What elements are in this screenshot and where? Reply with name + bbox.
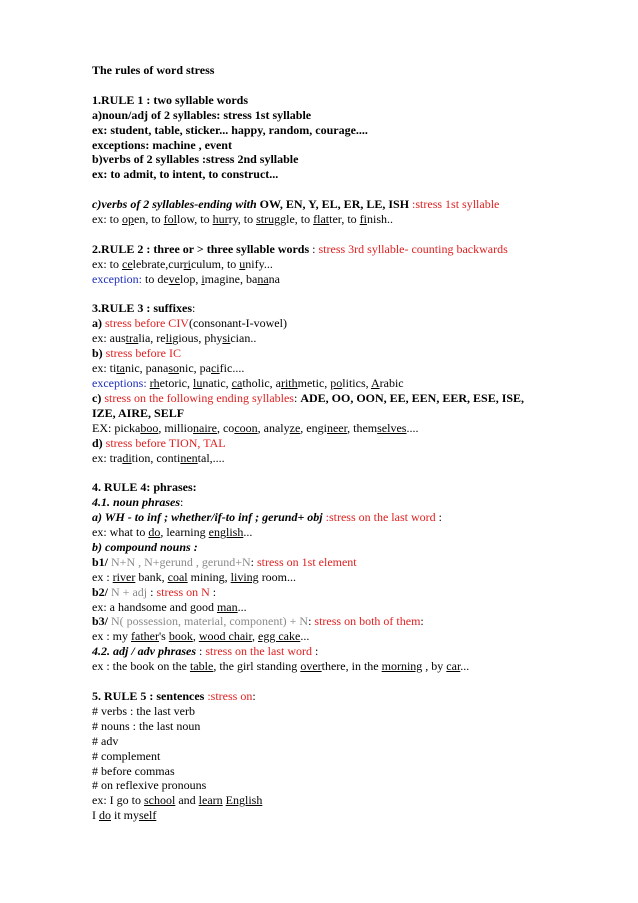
text-line	[92, 421, 612, 436]
text-segment: b)verbs of 2 syllables :stress 2nd syllable	[92, 152, 299, 167]
stressed-syllable: na	[257, 271, 269, 286]
text-segment: , learning	[160, 525, 209, 540]
text-line	[92, 764, 612, 779]
text-line	[92, 659, 612, 674]
text-segment: 4. RULE 4: phrases:	[92, 480, 197, 495]
text-segment: , millio	[158, 420, 193, 435]
text-segment: (consonant-I-vowel)	[188, 316, 287, 331]
blank-line	[92, 465, 612, 480]
text-line	[92, 242, 612, 257]
blank-line	[92, 182, 612, 197]
stressed-syllable: rith	[280, 375, 298, 390]
text-segment: ...	[460, 659, 470, 674]
text-segment: , engi	[300, 420, 327, 435]
stressed-syllable: po	[330, 375, 343, 390]
stressed-syllable: table	[189, 659, 214, 674]
text-segment: :	[435, 510, 442, 525]
text-segment: :stress on	[204, 688, 253, 703]
text-segment: litics,	[342, 375, 371, 390]
text-line	[92, 152, 612, 167]
stressed-syllable: fol	[163, 212, 178, 227]
text-segment: gious, phy	[172, 331, 223, 346]
text-segment: nic, pana	[125, 361, 169, 376]
text-segment: d)	[92, 435, 103, 450]
text-segment: cian..	[230, 331, 257, 346]
text-segment: :	[293, 390, 301, 405]
text-segment: a) WH - to inf ; whether/if-to inf ; gerund+ obj	[92, 510, 323, 525]
text-segment: # adv	[92, 733, 119, 748]
text-segment: etoric,	[159, 375, 193, 390]
text-line	[92, 480, 612, 495]
text-segment: , co	[216, 420, 235, 435]
text-line	[92, 719, 612, 734]
text-segment: I	[92, 808, 99, 823]
text-line	[92, 212, 612, 227]
text-segment: b2/	[92, 584, 109, 599]
text-segment: :	[209, 584, 217, 599]
stressed-syllable: u	[239, 256, 246, 271]
text-segment: # nouns : the last noun	[92, 718, 201, 733]
text-segment: fic....	[219, 361, 245, 376]
text-segment: :	[252, 688, 256, 703]
text-segment: ex: a handsome and good	[92, 599, 217, 614]
text-segment: gle, to	[280, 212, 314, 227]
text-segment: :	[192, 301, 196, 316]
stressed-syllable: neer	[326, 420, 348, 435]
text-line	[92, 451, 612, 466]
text-segment: ex: ti	[92, 361, 117, 376]
text-segment: # complement	[92, 748, 161, 763]
text-segment: 3.RULE 3 : suffixes	[92, 301, 193, 316]
blank-line	[92, 78, 612, 93]
text-segment: ,	[192, 629, 199, 644]
stressed-syllable: flat	[313, 212, 330, 227]
text-line	[92, 272, 612, 287]
text-segment: 4.1. noun phrases	[92, 495, 181, 510]
text-segment: bank,	[135, 569, 168, 584]
stressed-syllable: self	[139, 808, 157, 823]
stressed-syllable: father	[131, 629, 159, 644]
text-segment: ADE, OO, OON, EE, EEN, EER, ESE, ISE,	[300, 390, 525, 405]
stressed-syllable: ci	[210, 361, 220, 376]
text-segment: b) compound nouns :	[92, 539, 198, 554]
stressed-syllable: do	[148, 525, 161, 540]
text-segment: , the girl standing	[213, 659, 301, 674]
text-segment: tholic, a	[242, 375, 281, 390]
text-segment: tion, conti	[131, 450, 181, 465]
text-segment: :stress on the last word	[322, 510, 436, 525]
text-segment: # on reflexive pronouns	[92, 778, 207, 793]
text-segment: stress before TION, TAL	[102, 435, 226, 450]
stressed-syllable: English	[225, 793, 263, 808]
text-line	[92, 331, 612, 346]
text-segment: it my	[111, 808, 140, 823]
text-line	[92, 123, 612, 138]
stressed-syllable: book	[168, 629, 193, 644]
text-line	[92, 93, 612, 108]
text-segment: :	[180, 495, 184, 510]
text-segment: ex: student, table, sticker... happy, random, courage....	[92, 122, 368, 137]
text-segment: ex :	[92, 569, 113, 584]
stressed-syllable: tra	[125, 331, 139, 346]
stressed-syllable: school	[144, 793, 176, 808]
text-segment: tal,....	[197, 450, 225, 465]
stressed-syllable: ri	[183, 256, 191, 271]
stressed-syllable: living	[230, 569, 259, 584]
text-segment: nify...	[245, 256, 273, 271]
text-segment: , them	[347, 420, 378, 435]
text-segment: 4.2. adj / adv phrases	[92, 644, 197, 659]
text-line	[92, 257, 612, 272]
stressed-syllable: ve	[168, 271, 180, 286]
text-segment: :	[309, 241, 319, 256]
text-segment: , by	[422, 659, 447, 674]
text-segment: ter, to	[329, 212, 360, 227]
text-line	[92, 793, 612, 808]
text-segment: stress on both of them	[314, 614, 421, 629]
text-segment: :	[147, 584, 157, 599]
text-segment: a)	[92, 316, 102, 331]
text-segment: # verbs : the last verb	[92, 703, 195, 718]
text-line	[92, 600, 612, 615]
blank-line	[92, 674, 612, 689]
text-segment: # before commas	[92, 763, 175, 778]
text-segment: EX: picka	[92, 420, 141, 435]
text-line	[92, 495, 612, 510]
text-segment: exception:	[92, 271, 142, 286]
blank-line	[92, 287, 612, 302]
text-segment: ex: to	[92, 212, 122, 227]
text-line	[92, 361, 612, 376]
text-segment: ex : the book on the	[92, 659, 190, 674]
text-segment: lia, re	[138, 331, 166, 346]
stressed-syllable: wood chair	[198, 629, 252, 644]
text-line	[92, 406, 612, 421]
stressed-syllable: si	[222, 331, 231, 346]
text-segment: to de	[141, 271, 169, 286]
text-segment: natic,	[202, 375, 232, 390]
stressed-syllable: strug	[256, 212, 281, 227]
text-segment: ...	[243, 525, 253, 540]
stressed-syllable: coon	[234, 420, 258, 435]
text-line	[92, 391, 612, 406]
text-segment: stress on the following ending syllables	[101, 390, 294, 405]
text-line	[92, 316, 612, 331]
text-segment: ex: I go to	[92, 793, 144, 808]
text-segment: there, in the	[321, 659, 382, 674]
stressed-syllable: nen	[180, 450, 198, 465]
text-line	[92, 629, 612, 644]
text-segment: stress on 1st element	[256, 554, 357, 569]
text-segment: exceptions:	[92, 375, 147, 390]
text-segment: :	[196, 644, 206, 659]
text-segment: magine, ba	[204, 271, 258, 286]
text-line	[92, 749, 612, 764]
stressed-syllable: morning	[381, 659, 423, 674]
stressed-syllable: i	[201, 271, 205, 286]
text-segment: b3/	[92, 614, 109, 629]
stressed-syllable: naire	[193, 420, 217, 435]
stressed-syllable: over	[300, 659, 322, 674]
stressed-syllable: selves	[377, 420, 407, 435]
stressed-syllable: boo	[140, 420, 159, 435]
text-line	[92, 346, 612, 361]
text-line	[92, 167, 612, 182]
stressed-syllable: car	[446, 659, 461, 674]
text-segment: :	[312, 644, 319, 659]
stressed-syllable: coal	[167, 569, 188, 584]
text-segment: ry, to	[228, 212, 257, 227]
text-line	[92, 704, 612, 719]
text-segment: ex: tra	[92, 450, 123, 465]
text-line	[92, 436, 612, 451]
text-segment: c)verbs of 2 syllables-ending with	[92, 197, 260, 212]
text-segment: ex: aus	[92, 331, 126, 346]
text-segment: stress before CIV	[102, 316, 189, 331]
text-segment: N+N , N+gerund , gerund+N	[108, 554, 251, 569]
text-segment: 1.RULE 1 : two syllable words	[92, 92, 249, 107]
text-segment: low, to	[177, 212, 213, 227]
text-segment: stress on the last word	[205, 644, 313, 659]
stressed-syllable: lu	[192, 375, 203, 390]
text-segment: stress before IC	[102, 346, 181, 361]
stressed-syllable: fi	[359, 212, 367, 227]
text-segment: :	[250, 554, 257, 569]
text-line	[92, 376, 612, 391]
stressed-syllable: ce	[122, 256, 133, 271]
text-line	[92, 570, 612, 585]
text-line	[92, 301, 612, 316]
text-segment: N + adj	[108, 584, 148, 599]
text-line	[92, 644, 612, 659]
text-line	[92, 108, 612, 123]
text-segment: ex: what to	[92, 525, 149, 540]
text-segment: ex: to admit, to intent, to construct...	[92, 167, 279, 182]
text-segment: stress on N	[156, 584, 210, 599]
text-segment: mining,	[187, 569, 231, 584]
stressed-syllable: river	[112, 569, 136, 584]
text-segment: na	[268, 271, 280, 286]
text-segment: lebrate,cur	[132, 256, 184, 271]
text-segment: OW, EN, Y, EL, ER, LE, ISH	[259, 197, 410, 212]
text-line	[92, 540, 612, 555]
text-segment: 2.RULE 2 : three or > three syllable words	[92, 241, 310, 256]
text-segment: , analy	[257, 420, 290, 435]
text-segment: ....	[406, 420, 419, 435]
stressed-syllable: hur	[212, 212, 229, 227]
stressed-syllable: do	[99, 808, 111, 823]
stressed-syllable: learn	[198, 793, 223, 808]
text-segment: nic, pa	[178, 361, 211, 376]
text-segment: 5. RULE 5 : sentences	[92, 688, 205, 703]
text-segment: lop,	[179, 271, 202, 286]
text-segment: IZE, AIRE, SELF	[92, 405, 185, 420]
stressed-syllable: ze	[289, 420, 301, 435]
text-segment: :stress 1st syllable	[409, 197, 500, 212]
stressed-syllable: english	[208, 525, 244, 540]
document-body	[92, 63, 612, 823]
stressed-syllable: egg cake	[258, 629, 301, 644]
blank-line	[92, 227, 612, 242]
text-segment: en, to	[134, 212, 164, 227]
text-line	[92, 585, 612, 600]
text-segment: ...	[300, 629, 310, 644]
text-segment: ex: to	[92, 256, 122, 271]
text-segment: a)noun/adj of 2 syllables: stress 1st syllable	[92, 107, 312, 122]
text-segment: N( possession, material, component) + N	[108, 614, 309, 629]
stressed-syllable: di	[122, 450, 132, 465]
text-segment: ex : my	[92, 629, 131, 644]
text-line	[92, 614, 612, 629]
text-line	[92, 555, 612, 570]
stressed-syllable: A	[370, 375, 380, 390]
stressed-syllable: ca	[231, 375, 243, 390]
text-segment: room...	[258, 569, 297, 584]
text-line	[92, 808, 612, 823]
stressed-syllable: li	[165, 331, 173, 346]
stressed-syllable: so	[168, 361, 179, 376]
text-segment: nish..	[367, 212, 394, 227]
stressed-syllable: op	[122, 212, 134, 227]
document-title: The rules of word stress	[92, 63, 215, 77]
text-segment: :	[420, 614, 424, 629]
text-segment: c)	[92, 390, 102, 405]
text-segment: b)	[92, 346, 103, 361]
text-line	[92, 778, 612, 793]
text-segment: and	[175, 793, 199, 808]
text-segment: culum, to	[190, 256, 240, 271]
text-segment: ...	[237, 599, 247, 614]
text-line	[92, 197, 612, 212]
text-line	[92, 525, 612, 540]
text-segment: :	[308, 614, 315, 629]
text-segment: ,	[252, 629, 258, 644]
text-segment: stress 3rd syllable- counting backwards	[318, 241, 508, 256]
stressed-syllable: man	[216, 599, 238, 614]
text-line	[92, 138, 612, 153]
stressed-syllable: rh	[149, 375, 160, 390]
stressed-syllable: ta	[116, 361, 125, 376]
text-segment: b1/	[92, 554, 109, 569]
text-line	[92, 689, 612, 704]
text-line	[92, 510, 612, 525]
text-segment: 's	[158, 629, 169, 644]
text-line	[92, 734, 612, 749]
text-segment: exceptions: machine , event	[92, 137, 232, 152]
text-segment: metic,	[297, 375, 331, 390]
text-segment: rabic	[379, 375, 404, 390]
